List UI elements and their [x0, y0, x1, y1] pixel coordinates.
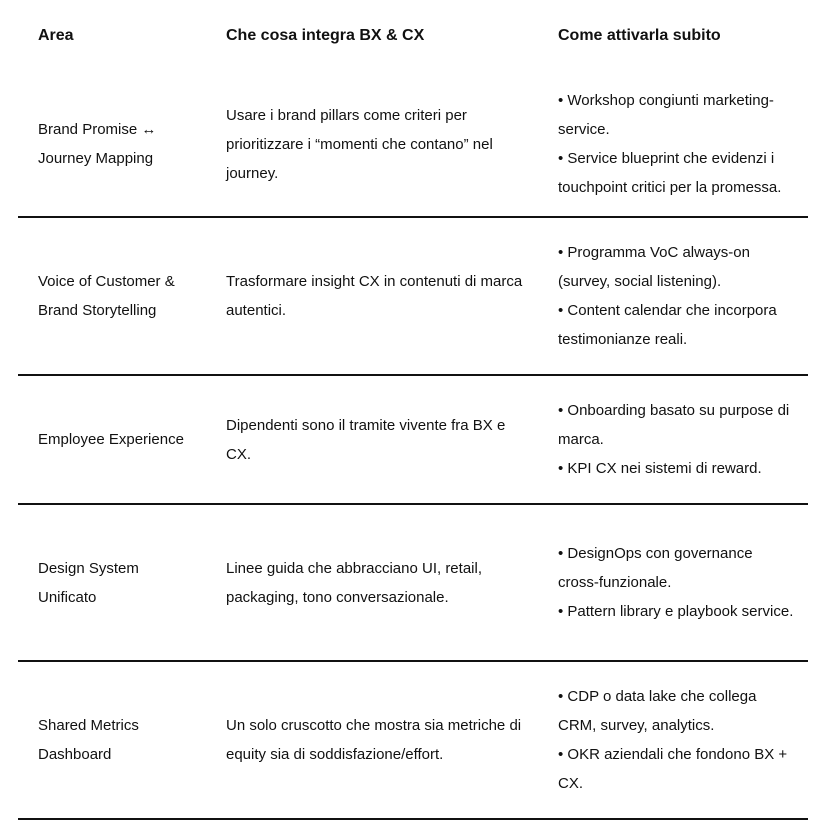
cell-what: Dipendenti sono il tramite vivente fra BX e CX.	[206, 375, 538, 504]
cell-what: Linee guida che abbracciano UI, retail, packaging, tono conversazionale.	[206, 504, 538, 661]
cell-how	[538, 504, 808, 661]
cell-how	[538, 375, 808, 504]
bullet-item: • CDP o data lake che collega CRM, survey, analytics.	[558, 688, 757, 734]
cell-what: Un solo cruscotto che mostra sia metriche di equity sia di soddisfazione/effort.	[206, 661, 538, 819]
bullet-item: • DesignOps con governance cross-funzionale.	[558, 545, 753, 591]
bullet-item: • Service blueprint che evidenzi i touchpoint critici per la promessa.	[558, 150, 782, 196]
table-header	[18, 0, 808, 72]
cell-area: Shared Metrics Dashboard	[18, 661, 206, 819]
table-row	[18, 504, 808, 661]
table-row	[18, 375, 808, 504]
bullet-item: • Workshop congiunti marketing-service.	[558, 92, 774, 138]
bullet-item: • Onboarding basato su purpose di marca.	[558, 402, 790, 448]
integration-table	[18, 0, 808, 820]
bullet-item: • Programma VoC always-on (survey, social listening).	[558, 244, 750, 290]
cell-area: Design System Unificato	[18, 504, 206, 661]
bullet-item: • Content calendar che incorpora testimonianze reali.	[558, 302, 777, 348]
header-row	[18, 0, 808, 72]
cell-how	[538, 72, 808, 217]
cell-what: Trasformare insight CX in contenuti di marca autentici.	[206, 217, 538, 375]
bullet-item: • KPI CX nei sistemi di reward.	[558, 460, 762, 477]
cell-area: Brand Promise ↔ Journey Mapping	[18, 72, 206, 217]
cell-what: Usare i brand pillars come criteri per prioritizzare i “momenti che contano” nel journey.	[206, 72, 538, 217]
table-row	[18, 72, 808, 217]
header-area: Area	[38, 27, 74, 44]
cell-how	[538, 661, 808, 819]
bullet-item: • OKR aziendali che fondono BX + CX.	[558, 746, 788, 792]
table-body	[18, 72, 808, 819]
header-what: Che cosa integra BX & CX	[226, 27, 425, 44]
header-how: Come attivarla subito	[558, 27, 721, 44]
table-row	[18, 661, 808, 819]
cell-area: Voice of Customer & Brand Storytelling	[18, 217, 206, 375]
bullet-item: • Pattern library e playbook service.	[558, 603, 794, 620]
cell-area: Employee Experience	[18, 375, 206, 504]
table-row	[18, 217, 808, 375]
cell-how	[538, 217, 808, 375]
